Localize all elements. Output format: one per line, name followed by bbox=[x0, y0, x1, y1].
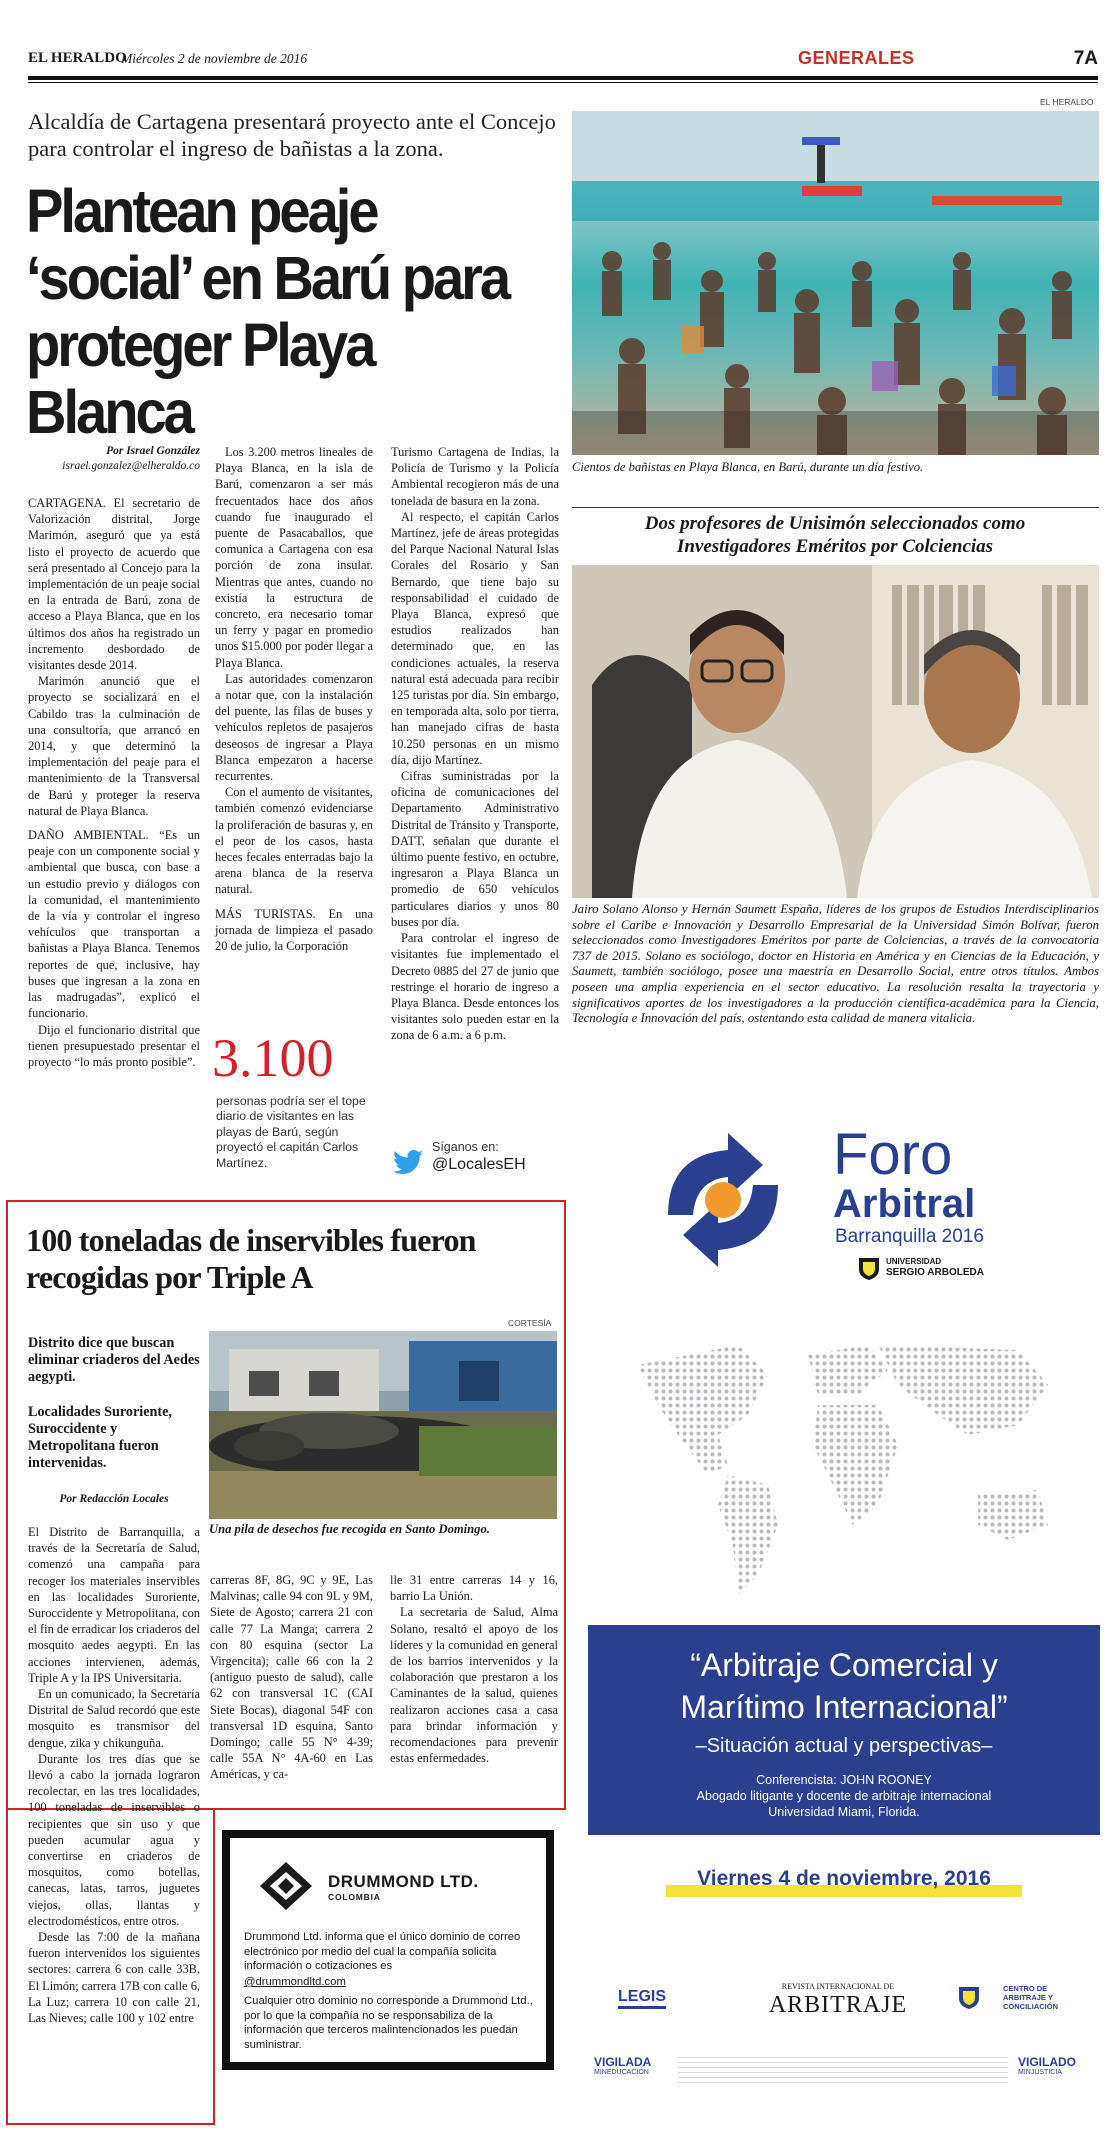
story-paragraph: Marimón anunció que el proyecto se socializará en el Cabildo tras la culminación de una consultoría, que arrancó en 2014, y que determinó la implementación del peaje para el mantenimiento de la Transversal de Barú y proteger la reserva natural de Playa Blanca. bbox=[28, 674, 200, 818]
foro-arrows-icon bbox=[648, 1125, 798, 1275]
header-rule bbox=[28, 76, 1098, 80]
foro-topic-2: Marítimo Internacional” bbox=[680, 1689, 1008, 1725]
foro-subtopic: –Situación actual y perspectivas– bbox=[695, 1735, 993, 1757]
story-paragraph: CARTAGENA. El secretario de Valorización distrital, Jorge Marimón, aseguró que ya está listo el proyecto de acuerdo que será presentado al Concejo para la implementación de un peaje social en la entrada de Barú, zona de acceso a Playa Blanca, que en los últimos dos años ha registrado un incremento desbordado de visitantes desde 2014. bbox=[28, 496, 200, 673]
section-name: GENERALES bbox=[798, 48, 915, 68]
beach-photo bbox=[572, 111, 1099, 455]
unisimon-headline: Dos profesores de Unisimón seleccionados como Investigadores Eméritos por Colciencias bbox=[644, 513, 1026, 557]
revista-logo: ARBITRAJE bbox=[768, 1992, 908, 2018]
triplea-photo-credit: CORTESÍA bbox=[508, 1318, 552, 1328]
story-paragraph: Con el aumento de visitantes, también comenzó evidenciarse la proliferación de basuras y, en el peor de los casos, hasta heces fecales enterradas bajo la arena blanca de la reserva natural. bbox=[215, 785, 373, 897]
story-paragraph: Al respecto, el capitán Carlos Martínez, jefe de áreas protegidas del Parque Nacional Natural Islas Corales del Rosario y San Bernardo, que tiene bajo su responsabilidad el cuidado de Playa Blanca, expresó que estudios realizados han determinado que, en las condiciones actuales, la reserva natural está adecuada para recibir 125 turistas por día. Sin embargo, en temporada alta, solo por tierra, han manejado cifras de hasta 10.250 personas en un mismo día, dijo Martínez. bbox=[391, 509, 559, 767]
twitter-promo[interactable] bbox=[392, 1140, 560, 1184]
foro-speaker-desc-2: Universidad Miami, Florida. bbox=[768, 1805, 920, 1819]
header-rule-thin bbox=[28, 82, 1098, 83]
drummond-domain[interactable]: @drummondltd.com bbox=[244, 1976, 346, 1988]
stat-number: 3.100 bbox=[212, 1028, 334, 1088]
drummond-logo bbox=[258, 1860, 538, 1912]
professors-photo bbox=[572, 565, 1099, 898]
beach-photo-caption: Cientos de bañistas en Playa Blanca, en Barú, durante un día festivo. bbox=[572, 460, 924, 474]
foro-date bbox=[666, 1865, 1022, 1901]
drummond-text-2: Cualquier otro dominio no corresponde a Drummond Ltd., por lo que la compañía no se responsabiliza de la información que terceros malintencionados les puedan suministrar. bbox=[244, 1995, 533, 2051]
triplea-paragraph: En un comunicado, la Secretaría Distrital de Salud recordó que este mosquito es transmisor del dengue, zika y chikunguña. bbox=[28, 1687, 200, 1750]
story-column-1 bbox=[28, 495, 200, 1070]
triplea-paragraph: Desde las 7:00 de la mañana fueron intervenidos los siguientes sectores: carrera 6 con calle 33B, El Limón; carrera 17B con calle 6, La Luz; carrera 10 con calle 21, Las Nieves; calle 100 y 102 entre bbox=[28, 1930, 200, 2026]
revista-logo-sub: REVISTA INTERNACIONAL DE bbox=[781, 1982, 895, 1991]
story-kicker: Alcaldía de Cartagena presentará proyecto ante el Concejo para controlar el ingreso de bañistas a la zona. bbox=[28, 109, 556, 161]
story-paragraph: Cifras suministradas por la oficina de comunicaciones del Departamento Administrativo Distrital de Tránsito y Transporte, DATT, señalan que durante el último puente festivo, en octubre, ingresaron a Playa Blanca un promedio de 650 vehículos particulares diarios y unos 80 buses por día. bbox=[391, 769, 559, 929]
triplea-paragraph: carreras 8F, 8G, 9C y 9E, Las Malvinas; calle 94 con 9L y 9M, Siete de Agosto; carrera 21 con calle 77 La Manga; carrera 2 con 80 esquina (sector La Virgencita); calle 66 con la 2 (antiguo puesto de salud), calle 62 con transversal 1C (CAI Siete Bocas), diagonal 54F con transversal 1D esquina, Santo Domingo; calle 55 N° 4-39; calle 55A N° 4A-60 en Las Américas, y ca- bbox=[210, 1573, 373, 1782]
vigilada-right-main: VIGILADO bbox=[1018, 2055, 1077, 2069]
waste-pile-photo bbox=[209, 1331, 557, 1519]
drummond-diamond-icon bbox=[258, 1860, 314, 1912]
waste-photo-caption: Una pila de desechos fue recogida en Santo Domingo. bbox=[209, 1522, 490, 1536]
vigilada-left-sub: MINEDUCACIÓN bbox=[594, 2069, 649, 2076]
twitter-bird-icon bbox=[392, 1150, 424, 1176]
twitter-handle[interactable]: @LocalesEH bbox=[432, 1156, 526, 1173]
foro-ad bbox=[588, 1095, 1100, 2125]
foro-topic-band bbox=[588, 1625, 1100, 1835]
story-paragraph: MÁS TURISTAS. En una jornada de limpieza el pasado 20 de julio, la Corporación bbox=[215, 906, 373, 954]
story-byline bbox=[28, 444, 200, 474]
story-paragraph: Las autoridades comenzaron a notar que, con la instalación del puente, las filas de buses y vehículos repletos de pasajeros deseosos de ingresar a Playa Blanca empezaron a hacerse recurrentes. bbox=[215, 671, 373, 784]
foro-title-2: Arbitral bbox=[833, 1182, 976, 1226]
drummond-text-1: Drummond Ltd. informa que el único dominio de correo electrónico por medio del cual la compañía solicita información o cotizaciones es bbox=[244, 1931, 521, 1972]
triplea-paragraph: La secretaria de Salud, Alma Solano, resaltó el apoyo de los líderes y la comunidad en general de los barrios intervenidos y la colaboración que prestaron a los Caminantes de la salud, quienes realizaron acciones casa a casa para brindar información y recomendaciones para prevenir estas enfermedades. bbox=[390, 1605, 558, 1766]
legis-logo: LEGIS bbox=[618, 1988, 666, 2009]
triplea-subhead-1: Distrito dice que buscan eliminar criaderos del Aedes aegypti. bbox=[28, 1335, 200, 1385]
page-number: 7A bbox=[1073, 48, 1098, 69]
story-paragraph: Dijo el funcionario distrital que tienen presupuestado presentar el proyecto “lo más pronto posible”. bbox=[28, 1022, 200, 1069]
twitter-label: Síganos en: bbox=[432, 1140, 499, 1154]
univ-line-1: UNIVERSIDAD bbox=[886, 1257, 942, 1266]
masthead bbox=[28, 48, 1098, 74]
foro-topic-1: “Arbitraje Comercial y bbox=[690, 1647, 998, 1683]
foro-speaker: Conferencista: JOHN ROONEY bbox=[756, 1773, 932, 1787]
sponsor-logos bbox=[608, 1980, 1088, 2030]
drummond-country: COLOMBIA bbox=[328, 1892, 381, 1902]
unisimon-caption: Jairo Solano Alonso y Hernán Saumett España, líderes de los grupos de Estudios Interdisciplinarios sobre el Caribe e Innovación y Desarrollo Empresarial de la Universidad Simón Bolívar, fueron seleccionados como Investigadores Eméritos por parte de Colciencias, a través de la convocatoria 737 de 2015. Solano es sociólogo, doctor en Historia en América y en Ciencias de la Educación, y Saumett, también sociólogo, posee una maestría en Desarrollo Social, entre otros títulos. Ambos poseen una amplia experiencia en el sector educativo. La resolución resalta la trayectoria y significativos aportes de los investigadores a la producción científica-académica para la Ciencia, Tecnología e Innovación del país, ostentando esta calidad de manera vitalicia. bbox=[572, 902, 1099, 1026]
foro-city: Barranquilla 2016 bbox=[835, 1226, 984, 1247]
story-paragraph: Para controlar el ingreso de visitantes fue implementado el Decreto 0885 del 27 de junio que restringe el horario de ingreso a Playa Blanca. Desde entonces los visitantes solo pueden estar en la zona de 6 a.m. a 6 p.m. bbox=[391, 931, 559, 1043]
story-paragraph: Los 3.200 metros lineales de Playa Blanca, en la isla de Barú, comenzaron a ser más frecuentados hace dos años cuando fue inaugurado el puente de Pasacaballos, que comunica a Cartagena con esa porción de zona insular. Mientras que antes, cuando no existía la estructura de concreto, era necesario tomar un ferry y pagar en promedio unos $15.000 por poder llegar a Playa Blanca. bbox=[215, 445, 373, 670]
triplea-column-3 bbox=[390, 1572, 558, 1766]
drummond-ad bbox=[222, 1830, 554, 2070]
shield-icon bbox=[858, 1257, 880, 1281]
triplea-column-1 bbox=[28, 1524, 200, 2026]
triplea-paragraph: lle 31 entre carreras 14 y 16, barrio La Unión. bbox=[390, 1573, 558, 1604]
story-paragraph: Turismo Cartagena de Indias, la Policía de Turismo y la Policía Ambiental recogieron más de una tonelada de basura en la zona. bbox=[391, 445, 559, 508]
story-column-2 bbox=[215, 444, 373, 954]
triplea-paragraph: Durante los tres días que se llevó a cabo la jornada lograron recolectar, en las tres localidades, 100 toneladas de inservibles o recipientes que sin uso y que pueden acumular agua y convertirse en criaderos de mosquitos, como botellas, canecas, latas, tarros, juguetes viejos, ollas, llantas y electrodomésticos, entre otros. bbox=[28, 1751, 200, 1928]
vigilada-right bbox=[1018, 2055, 1076, 2076]
unisimon-top-rule bbox=[572, 507, 1099, 508]
univ-line-2: SERGIO ARBOLEDA bbox=[886, 1267, 984, 1278]
sergio-arboleda-logo bbox=[858, 1255, 1028, 1283]
stat-text: personas podría ser el tope diario de visitantes en las playas de Barú, según proyectó el capitán Carlos Martínez. bbox=[216, 1094, 366, 1170]
paper-name: EL HERALDO bbox=[28, 50, 127, 66]
world-map bbox=[618, 1325, 1058, 1605]
triplea-headline: 100 toneladas de inservibles fueron recogidas por Triple A bbox=[26, 1222, 476, 1295]
centro-logo: CENTRO DE ARBITRAJE Y CONCILIACIÓN bbox=[1003, 1984, 1058, 2011]
vigilada-right-sub: MINJUSTICIA bbox=[1018, 2069, 1062, 2076]
triplea-subhead-2: Localidades Suroriente, Suroccidente y Metropolitana fueron intervenidas. bbox=[28, 1404, 172, 1471]
triplea-byline: Por Redacción Locales bbox=[59, 1493, 169, 1505]
page-date: Miércoles 2 de noviembre de 2016 bbox=[121, 51, 308, 66]
foro-date-text: Viernes 4 de noviembre, 2016 bbox=[697, 1867, 991, 1890]
story-column-3 bbox=[391, 444, 559, 1044]
story-paragraph: DAÑO AMBIENTAL. “Es un peaje con un componente social y ambiental que busca, con base a un estudio previo y diálogos con la comunidad, el mantenimiento de la vía y controlar el ingreso vehículos que transportan a bañistas a Playa Blanca. Tenemos reportes de que, inclusive, hay buses que ingresan a la zona en las madrugadas”, explicó el funcionario. bbox=[28, 828, 200, 1021]
sergio-arboleda-small-icon bbox=[958, 1986, 980, 2010]
byline-name: Por Israel González bbox=[106, 445, 200, 457]
vigilada-left-main: VIGILADA bbox=[594, 2055, 652, 2069]
foro-speaker-desc-1: Abogado litigante y docente de arbitraje internacional bbox=[696, 1789, 992, 1803]
story-headline: Plantean peaje ‘social’ en Barú para proteger Playa Blanca bbox=[26, 177, 509, 446]
triplea-paragraph: El Distrito de Barranquilla, a través de la Secretaría de Salud, comenzó una campaña para recoger los materiales inservibles en las localidades Suroriente, Suroccidente y Metropolitana, con el fin de erradicar los criaderos del mosquito aedes aegypti. En las acciones intervienen, además, Triple A y la IPS Universitaria. bbox=[28, 1525, 201, 1685]
byline-email: israel.gonzalez@elheraldo.co bbox=[62, 460, 200, 472]
fineprint-placeholder bbox=[678, 2057, 1008, 2083]
foro-title-1: Foro bbox=[833, 1122, 953, 1187]
drummond-name: DRUMMOND LTD. bbox=[328, 1872, 479, 1891]
photo-credit: EL HERALDO bbox=[1040, 97, 1094, 107]
vigilada-left bbox=[594, 2055, 651, 2076]
triplea-column-2 bbox=[210, 1572, 373, 1783]
